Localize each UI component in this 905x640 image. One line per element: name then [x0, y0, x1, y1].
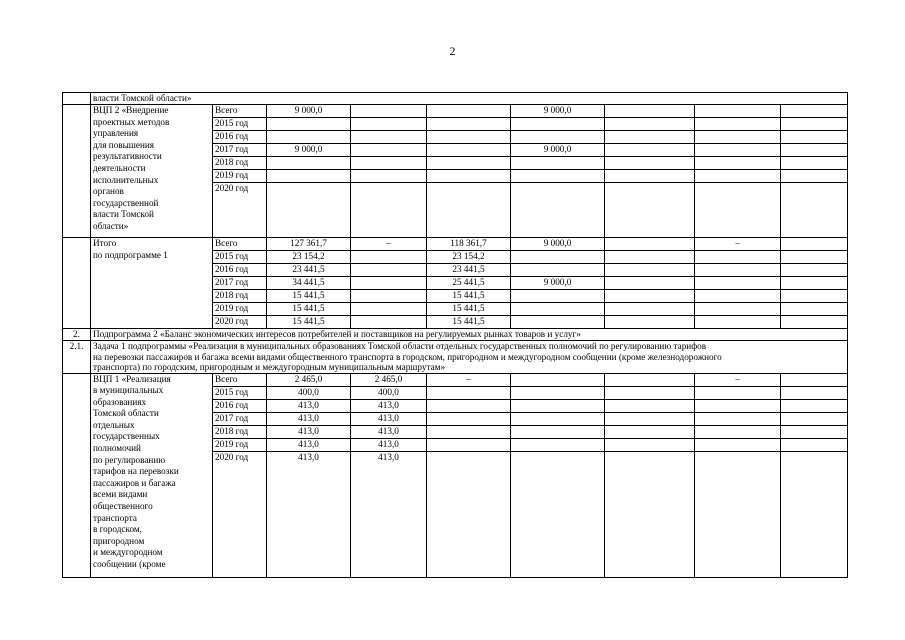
col7-cell: [781, 438, 848, 451]
col7-cell: [781, 290, 848, 303]
vcp1-name-line: Томской области: [93, 408, 159, 419]
col4-cell: [511, 425, 605, 438]
vcp2-name-line: власти Томской: [93, 209, 154, 220]
table-row: [63, 341, 848, 374]
vcp2-name-line: результативности: [93, 151, 162, 162]
col4-cell: [511, 157, 605, 170]
col2-cell: 413,0: [351, 451, 427, 577]
col7-cell: [781, 412, 848, 425]
itogo-name: [91, 238, 213, 329]
col7-cell: [781, 251, 848, 264]
year-cell: 2019 год: [213, 438, 267, 451]
col4-cell: [511, 290, 605, 303]
col7-cell: [781, 157, 848, 170]
col2-cell: [351, 118, 427, 131]
total-cell: 23 154,2: [267, 251, 351, 264]
vcp2-name-line: для повышения: [93, 139, 155, 150]
total-cell: 34 441,5: [267, 277, 351, 290]
col4-cell: [511, 386, 605, 399]
col4-cell: 9 000,0: [511, 277, 605, 290]
col7-cell: [781, 264, 848, 277]
total-cell: 9 000,0: [267, 144, 351, 157]
col2-cell: 413,0: [351, 425, 427, 438]
table-row: [63, 93, 848, 105]
col7-cell: [781, 303, 848, 316]
col5-cell: [605, 118, 695, 131]
total-cell: [267, 157, 351, 170]
col6-cell: [695, 399, 781, 412]
vcp1-name-line: в городском,: [93, 524, 142, 535]
table-body: [63, 93, 848, 578]
vcp1-name-line: государственных: [93, 431, 160, 442]
year-cell: 2017 год: [213, 277, 267, 290]
col5-cell: [605, 399, 695, 412]
col2-cell: 2 465,0: [351, 373, 427, 386]
total-cell: 15 441,5: [267, 303, 351, 316]
col4-cell: [511, 264, 605, 277]
col4-cell: [511, 438, 605, 451]
col3-cell: [427, 438, 511, 451]
col6-cell: [695, 264, 781, 277]
year-cell: 2016 год: [213, 131, 267, 144]
vcp1-name-line: образованиях: [93, 396, 147, 407]
vcp2-name: [91, 105, 213, 238]
col5-cell: [605, 386, 695, 399]
year-cell: 2016 год: [213, 264, 267, 277]
vcp2-name-line: проектных методов: [93, 116, 170, 127]
col7-cell: [781, 238, 848, 251]
vcp2-name-line: управления: [93, 128, 139, 139]
vcp2-name-line: ВЦП 2 «Внедрение: [93, 105, 169, 115]
col5-cell: [605, 264, 695, 277]
col7-cell: [781, 386, 848, 399]
col5-cell: [605, 131, 695, 144]
year-cell: 2016 год: [213, 399, 267, 412]
col4-cell: [511, 131, 605, 144]
vcp1-name: [91, 373, 213, 577]
col2-cell: –: [351, 238, 427, 251]
col4-cell: [511, 451, 605, 577]
vcp1-name-line: транспорта: [93, 512, 137, 523]
col7-cell: [781, 451, 848, 577]
col6-cell: [695, 438, 781, 451]
col4-cell: 9 000,0: [511, 105, 605, 118]
col6-cell: [695, 157, 781, 170]
col7-cell: [781, 131, 848, 144]
year-cell: 2020 год: [213, 451, 267, 577]
col7-cell: [781, 316, 848, 329]
col6-cell: [695, 386, 781, 399]
total-cell: [267, 170, 351, 183]
num-cell: [63, 238, 91, 329]
total-cell: 2 465,0: [267, 373, 351, 386]
year-cell: 2018 год: [213, 425, 267, 438]
num-cell: [63, 373, 91, 577]
col6-cell: –: [695, 373, 781, 386]
col7-cell: [781, 277, 848, 290]
itogo-name-line: Итого: [93, 238, 117, 248]
col7-cell: [781, 170, 848, 183]
col5-cell: [605, 183, 695, 238]
vcp1-name-line: отдельных: [93, 419, 135, 430]
col4-cell: 9 000,0: [511, 144, 605, 157]
col3-cell: 15 441,5: [427, 303, 511, 316]
page-number: 2: [449, 44, 456, 58]
col6-cell: [695, 251, 781, 264]
total-cell: 413,0: [267, 412, 351, 425]
vcp1-name-line: пассажиров и багажа: [93, 477, 176, 488]
col3-cell: 15 441,5: [427, 290, 511, 303]
task1-line: транспорта) по городским, пригородным и междугородным муниципальным маршрутам»: [93, 362, 446, 372]
col2-cell: [351, 183, 427, 238]
col2-cell: 413,0: [351, 412, 427, 425]
year-cell: 2019 год: [213, 170, 267, 183]
col2-cell: [351, 316, 427, 329]
total-cell: 413,0: [267, 438, 351, 451]
col3-cell: [427, 170, 511, 183]
col4-cell: [511, 316, 605, 329]
col7-cell: [781, 399, 848, 412]
vcp2-name-line: органов: [93, 186, 124, 197]
col2-cell: [351, 290, 427, 303]
year-cell: 2015 год: [213, 118, 267, 131]
total-cell: [267, 131, 351, 144]
vcp1-name-line: тарифов на перевозки: [93, 466, 179, 477]
vcp1-name-line: общественного: [93, 501, 153, 512]
col6-cell: [695, 451, 781, 577]
col7-cell: [781, 118, 848, 131]
col5-cell: [605, 451, 695, 577]
col3-cell: [427, 131, 511, 144]
col2-cell: [351, 170, 427, 183]
total-cell: 400,0: [267, 386, 351, 399]
col2-cell: [351, 157, 427, 170]
itogo-name-line: по подпрограмме 1: [93, 249, 168, 260]
col2-cell: 413,0: [351, 399, 427, 412]
vcp2-name-line: государственной: [93, 197, 159, 208]
col2-cell: [351, 251, 427, 264]
col3-cell: [427, 425, 511, 438]
total-cell: [267, 118, 351, 131]
col3-cell: [427, 412, 511, 425]
col5-cell: [605, 251, 695, 264]
year-cell: Всего: [213, 105, 267, 118]
vcp1-name-line: пригородном: [93, 535, 145, 546]
col2-cell: [351, 105, 427, 118]
col3-cell: [427, 144, 511, 157]
col6-cell: [695, 316, 781, 329]
col3-cell: [427, 105, 511, 118]
col7-cell: [781, 425, 848, 438]
year-cell: 2015 год: [213, 251, 267, 264]
task1-num: 2.1.: [63, 341, 91, 374]
col2-cell: [351, 264, 427, 277]
col6-cell: [695, 425, 781, 438]
col5-cell: [605, 238, 695, 251]
table-row: [63, 105, 848, 118]
budget-table: [62, 92, 848, 578]
year-cell: 2020 год: [213, 183, 267, 238]
col6-cell: [695, 277, 781, 290]
vcp2-name-line: исполнительных: [93, 174, 159, 185]
col6-cell: [695, 170, 781, 183]
vcp1-name-line: сообщении (кроме: [93, 559, 166, 569]
col5-cell: [605, 438, 695, 451]
vcp1-name-line: по регулированию: [93, 454, 166, 465]
col5-cell: [605, 144, 695, 157]
year-cell: 2020 год: [213, 316, 267, 329]
col5-cell: [605, 157, 695, 170]
col6-cell: [695, 144, 781, 157]
col3-cell: [427, 118, 511, 131]
col5-cell: [605, 412, 695, 425]
year-cell: 2018 год: [213, 157, 267, 170]
col3-cell: [427, 157, 511, 170]
col4-cell: [511, 251, 605, 264]
vcp1-name-line: полномочий: [93, 443, 141, 454]
vcp1-name-line: всеми видами: [93, 489, 148, 500]
task1-line: на перевозки пассажиров и багажа всеми видами общественного транспорта в городском, пригородном и междугородном сообщении (кроме железнодорожного: [93, 351, 722, 362]
col3-cell: [427, 451, 511, 577]
col6-cell: [695, 105, 781, 118]
table-row: [63, 373, 848, 386]
col7-cell: [781, 373, 848, 386]
col7-cell: [781, 105, 848, 118]
col5-cell: [605, 425, 695, 438]
col6-cell: [695, 303, 781, 316]
top-fragment: власти Томской области»: [91, 93, 848, 105]
num-cell: [63, 105, 91, 238]
task1-title: [91, 341, 848, 374]
col4-cell: [511, 118, 605, 131]
col3-cell: [427, 399, 511, 412]
table-row: [63, 238, 848, 251]
col6-cell: –: [695, 238, 781, 251]
total-cell: 9 000,0: [267, 105, 351, 118]
col3-cell: 23 154,2: [427, 251, 511, 264]
year-cell: Всего: [213, 238, 267, 251]
col3-cell: 15 441,5: [427, 316, 511, 329]
vcp1-name-line: ВЦП 1 «Реализация: [93, 373, 171, 384]
col4-cell: [511, 183, 605, 238]
col5-cell: [605, 303, 695, 316]
year-cell: 2015 год: [213, 386, 267, 399]
vcp2-name-line: деятельности: [93, 162, 146, 173]
col6-cell: [695, 131, 781, 144]
col5-cell: [605, 290, 695, 303]
col5-cell: [605, 170, 695, 183]
year-cell: 2019 год: [213, 303, 267, 316]
subprogram2-num: 2.: [63, 329, 91, 341]
col5-cell: [605, 105, 695, 118]
year-cell: 2017 год: [213, 144, 267, 157]
col3-cell: –: [427, 373, 511, 386]
total-cell: [267, 183, 351, 238]
total-cell: 23 441,5: [267, 264, 351, 277]
total-cell: 127 361,7: [267, 238, 351, 251]
col7-cell: [781, 144, 848, 157]
total-cell: 15 441,5: [267, 316, 351, 329]
col4-cell: [511, 399, 605, 412]
year-cell: 2017 год: [213, 412, 267, 425]
col4-cell: [511, 170, 605, 183]
col4-cell: [511, 303, 605, 316]
col6-cell: [695, 290, 781, 303]
col2-cell: [351, 303, 427, 316]
total-cell: 413,0: [267, 451, 351, 577]
col3-cell: [427, 183, 511, 238]
col6-cell: [695, 183, 781, 238]
col4-cell: [511, 412, 605, 425]
year-cell: 2018 год: [213, 290, 267, 303]
col2-cell: [351, 144, 427, 157]
task1-line: Задача 1 подпрограммы «Реализация в муниципальных образованиях Томской области отдельных государственных полномочий по регулированию тарифов: [93, 341, 707, 351]
col3-cell: [427, 386, 511, 399]
vcp1-name-line: и междугородном: [93, 547, 163, 558]
col2-cell: [351, 277, 427, 290]
year-cell: Всего: [213, 373, 267, 386]
total-cell: 413,0: [267, 425, 351, 438]
col3-cell: 118 361,7: [427, 238, 511, 251]
num-cell: [63, 93, 91, 105]
total-cell: 413,0: [267, 399, 351, 412]
vcp1-name-line: в муниципальных: [93, 385, 164, 396]
col6-cell: [695, 118, 781, 131]
subprogram2-title: Подпрограмма 2 «Баланс экономических интересов потребителей и поставщиков на регулируемых рынках товаров и услуг»: [91, 329, 848, 341]
col7-cell: [781, 183, 848, 238]
col2-cell: 400,0: [351, 386, 427, 399]
col2-cell: [351, 131, 427, 144]
col4-cell: 9 000,0: [511, 238, 605, 251]
table-row: [63, 329, 848, 341]
col4-cell: [511, 373, 605, 386]
col6-cell: [695, 412, 781, 425]
col5-cell: [605, 316, 695, 329]
col3-cell: 23 441,5: [427, 264, 511, 277]
col5-cell: [605, 277, 695, 290]
col2-cell: 413,0: [351, 438, 427, 451]
total-cell: 15 441,5: [267, 290, 351, 303]
vcp2-name-line: области»: [93, 220, 129, 231]
col3-cell: 25 441,5: [427, 277, 511, 290]
col5-cell: [605, 373, 695, 386]
